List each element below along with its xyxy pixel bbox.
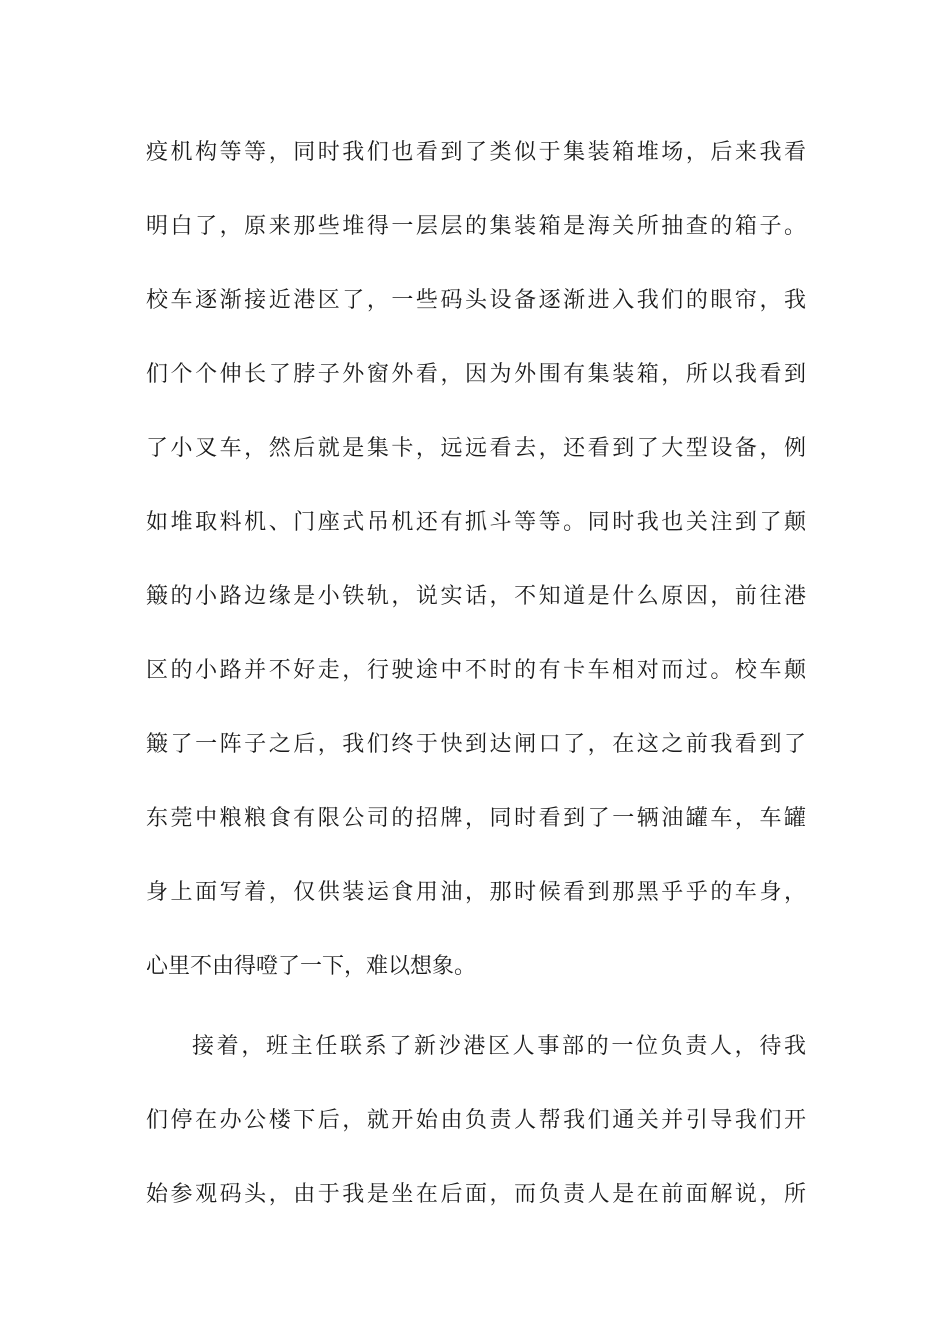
text-line: 疫机构等等，同时我们也看到了类似于集装箱堆场，后来我看 xyxy=(146,140,806,165)
text-line: 们停在办公楼下后，就开始由负责人帮我们通关并引导我们开 xyxy=(146,1108,806,1133)
text-line: 始参观码头，由于我是坐在后面，而负责人是在前面解说，所 xyxy=(146,1182,806,1207)
text-line: 明白了，原来那些堆得一层层的集装箱是海关所抽查的箱子。 xyxy=(146,214,806,239)
text-line: 簸的小路边缘是小铁轨，说实话，不知道是什么原因，前往港 xyxy=(146,584,806,609)
text-line: 接着，班主任联系了新沙港区人事部的一位负责人，待我 xyxy=(192,1034,806,1059)
text-line: 簸了一阵子之后，我们终于快到达闸口了，在这之前我看到了 xyxy=(146,732,806,757)
text-line: 东莞中粮粮食有限公司的招牌，同时看到了一辆油罐车，车罐 xyxy=(146,806,806,831)
text-line: 心里不由得噔了一下，难以想象。 xyxy=(146,954,477,979)
text-line: 身上面写着，仅供装运食用油，那时候看到那黑乎乎的车身， xyxy=(146,880,806,905)
text-line: 了小叉车，然后就是集卡，远远看去，还看到了大型设备，例 xyxy=(146,436,806,461)
text-line: 们个个伸长了脖子外窗外看，因为外围有集装箱，所以我看到 xyxy=(146,362,806,387)
text-line: 如堆取料机、门座式吊机还有抓斗等等。同时我也关注到了颠 xyxy=(146,510,806,535)
text-line: 校车逐渐接近港区了，一些码头设备逐渐进入我们的眼帘，我 xyxy=(146,288,806,313)
text-line: 区的小路并不好走，行驶途中不时的有卡车相对而过。校车颠 xyxy=(146,658,806,683)
